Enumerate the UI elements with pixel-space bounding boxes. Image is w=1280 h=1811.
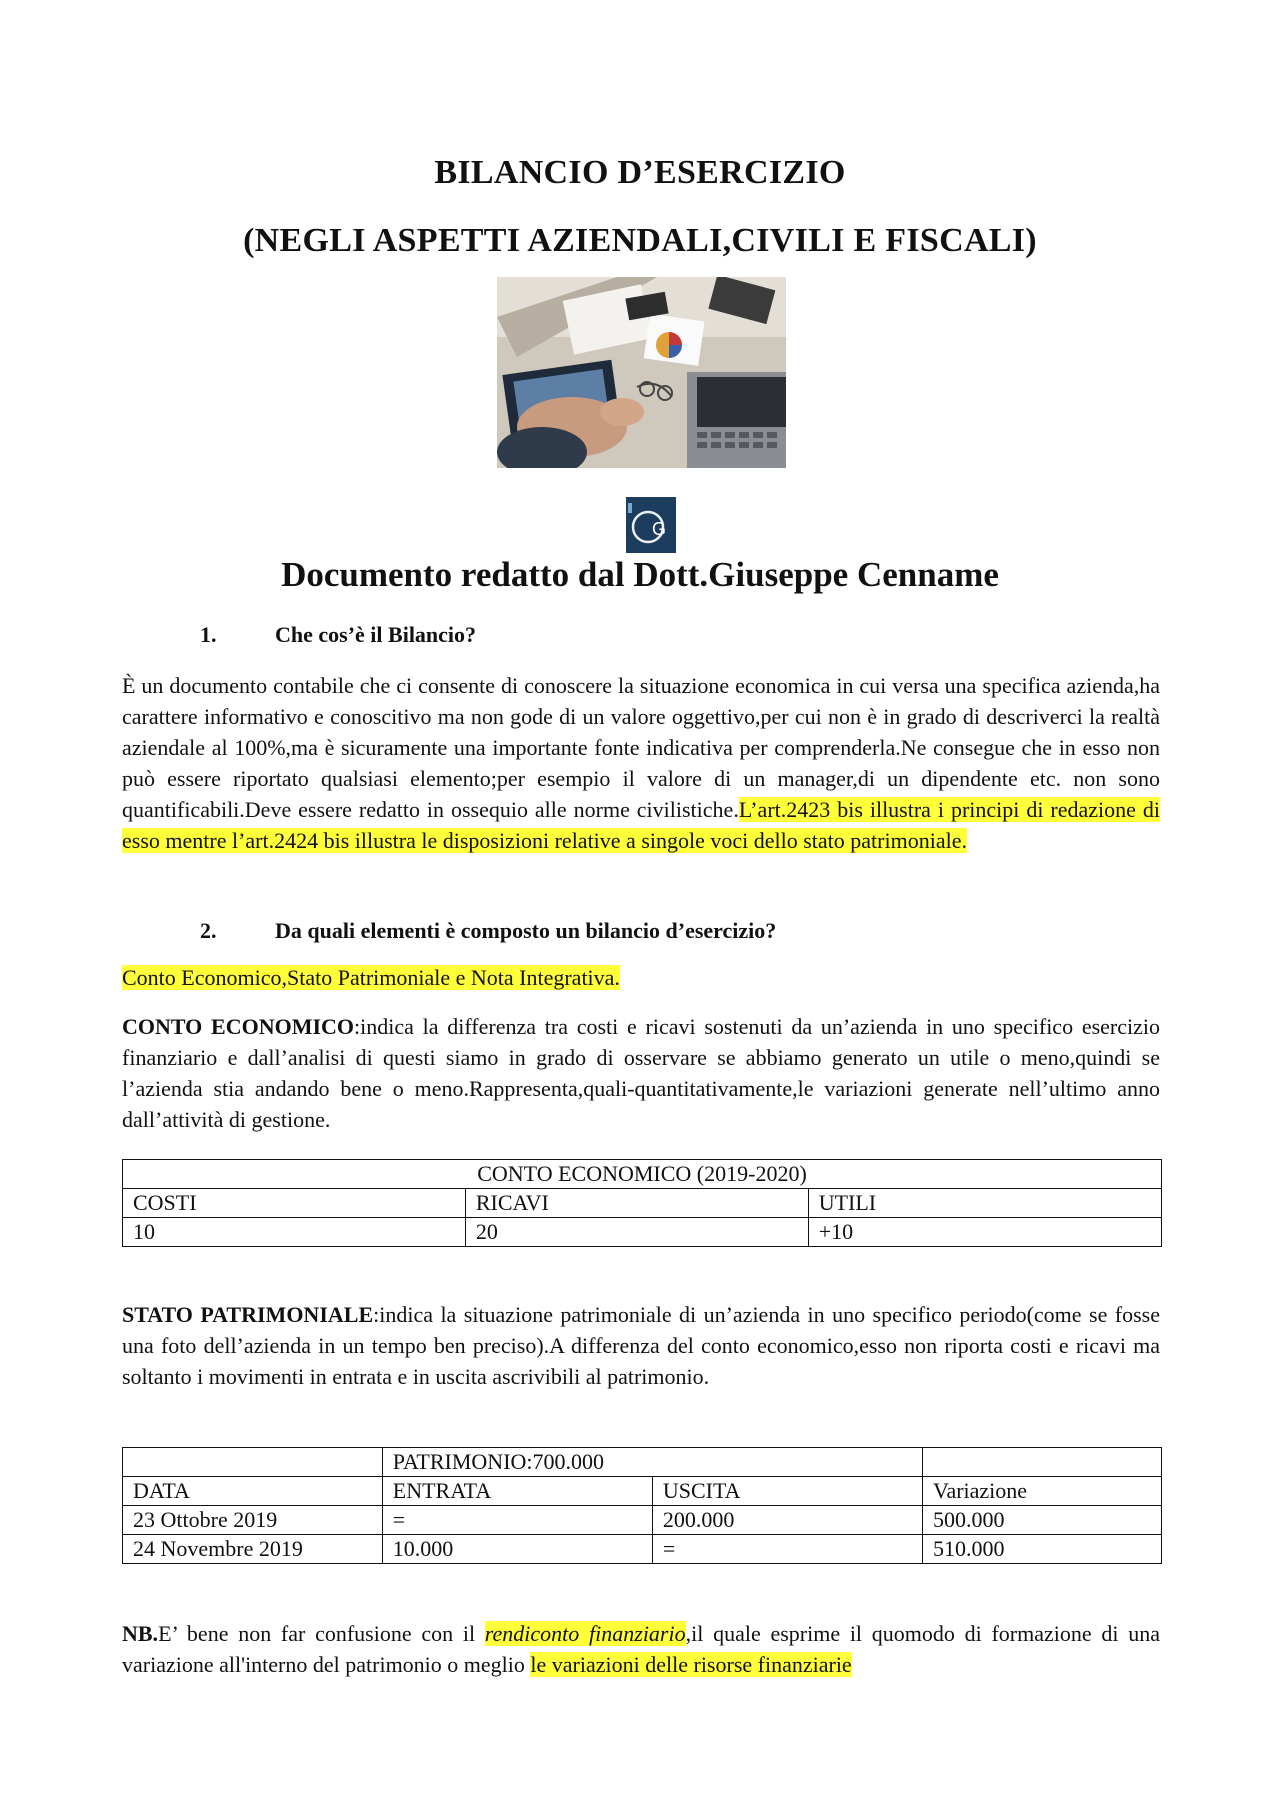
- conto-economico-table: [122, 1159, 1162, 1247]
- section-2-answer-paragraph: [122, 962, 1160, 993]
- document-subtitle: (NEGLI ASPETTI AZIENDALI,CIVILI E FISCALI): [243, 222, 1037, 259]
- section-2-answer: Conto Economico,Stato Patrimoniale e Nota Integrativa.: [122, 965, 620, 990]
- conto-economico-paragraph: [122, 1011, 1160, 1135]
- table-cell: 500.000: [923, 1506, 1162, 1535]
- logo: [626, 497, 676, 553]
- table-cell: 10.000: [382, 1535, 652, 1564]
- section-1-paragraph: [122, 670, 1160, 856]
- table-caption: PATRIMONIO:700.000: [382, 1448, 922, 1477]
- table-row: [123, 1506, 1162, 1535]
- table-cell: 10: [123, 1218, 466, 1247]
- table-row: [123, 1535, 1162, 1564]
- author-line: Documento redatto dal Dott.Giuseppe Cenname: [281, 555, 999, 594]
- table-cell: =: [382, 1506, 652, 1535]
- nota-bene-paragraph: [122, 1618, 1160, 1680]
- table-header-cell: Variazione: [923, 1477, 1162, 1506]
- table-cell: +10: [808, 1218, 1161, 1247]
- section-1-title: Che cos’è il Bilancio?: [275, 622, 477, 647]
- stato-patrimoniale-text: :indica la situazione patrimoniale di un’azienda in uno specifico periodo(come se fosse una foto dell’azienda in un tempo ben preciso).A differenza del conto economico,esso non riporta costi e ricavi ma soltanto i movimenti in entrata e in uscita ascrivibili al patrimonio.: [122, 1302, 1160, 1389]
- section-2-number: 2.: [200, 918, 217, 943]
- table-row: [123, 1218, 1162, 1247]
- conto-economico-label: CONTO ECONOMICO: [122, 1014, 355, 1039]
- patrimonio-table: [122, 1447, 1162, 1564]
- section-1-number: 1.: [200, 622, 217, 647]
- table-header-cell: USCITA: [652, 1477, 922, 1506]
- nota-bene-text: E’ bene non far confusione con il: [158, 1621, 485, 1646]
- table-header-cell: RICAVI: [465, 1189, 808, 1218]
- nota-bene-text: ,il quale esprime il quomodo di formazione di una variazione all'interno del patrimonio o meglio: [122, 1621, 1160, 1677]
- table-cell: =: [652, 1535, 922, 1564]
- table-header-cell: DATA: [123, 1477, 383, 1506]
- section-1-heading: [200, 622, 476, 648]
- nota-bene-label: NB.: [122, 1621, 159, 1646]
- table-cell: 200.000: [652, 1506, 922, 1535]
- table-header-cell: ENTRATA: [382, 1477, 652, 1506]
- conto-economico-text: :indica la differenza tra costi e ricavi sostenuti da un’azienda in uno specifico esercizio finanziario e dall’analisi di questi siamo in grado di osservare se abbiamo generato un utile o meno,quindi se l’azienda stia andando bene o meno.Rappresenta,quali-quantitativamente,le variazioni generate nell’ultimo anno dall’attività di gestione.: [122, 1014, 1160, 1132]
- table-header-row: [123, 1477, 1162, 1506]
- section-2-title: Da quali elementi è composto un bilancio d’esercizio?: [275, 918, 777, 943]
- table-cell: 20: [465, 1218, 808, 1247]
- table-header-row: [123, 1189, 1162, 1218]
- table-cell: 510.000: [923, 1535, 1162, 1564]
- nota-bene-highlight: le variazioni delle risorse finanziarie: [530, 1652, 852, 1677]
- section-2-heading: [200, 918, 776, 944]
- document-title: BILANCIO D’ESERCIZIO: [434, 154, 846, 191]
- table-caption: CONTO ECONOMICO (2019-2020): [123, 1160, 1162, 1189]
- svg-text:G: G: [651, 519, 667, 539]
- office-desk-photo: [497, 277, 786, 468]
- table-cell-empty: [123, 1448, 383, 1477]
- table-cell: 24 Novembre 2019: [123, 1535, 383, 1564]
- stato-patrimoniale-label: STATO PATRIMONIALE: [122, 1302, 374, 1327]
- section-1-text: È un documento contabile che ci consente di conoscere la situazione economica in cui versa una specifica azienda,ha carattere informativo e conoscitivo ma non gode di un valore oggettivo,per cui non è in grado di descriverci la realtà aziendale al 100%,ma è sicuramente una importante fonte indicativa per comprenderla.Ne consegue che in esso non può essere riportato qualsiasi elemento;per esempio il valore di un manager,di un dipendente etc. non sono quantificabili.Deve essere redatto in ossequio alle norme civilistiche.: [122, 673, 1160, 822]
- section-1-highlight: L’art.2423 bis illustra i principi di redazione di esso mentre l’art.2424 bis illustra le disposizioni relative a singole voci dello stato patrimoniale.: [122, 797, 1160, 853]
- table-header-cell: COSTI: [123, 1189, 466, 1218]
- table-cell-empty: [923, 1448, 1162, 1477]
- table-header-cell: UTILI: [808, 1189, 1161, 1218]
- rendiconto-highlight: rendiconto finanziario: [484, 1621, 686, 1646]
- stato-patrimoniale-paragraph: [122, 1299, 1160, 1392]
- table-cell: 23 Ottobre 2019: [123, 1506, 383, 1535]
